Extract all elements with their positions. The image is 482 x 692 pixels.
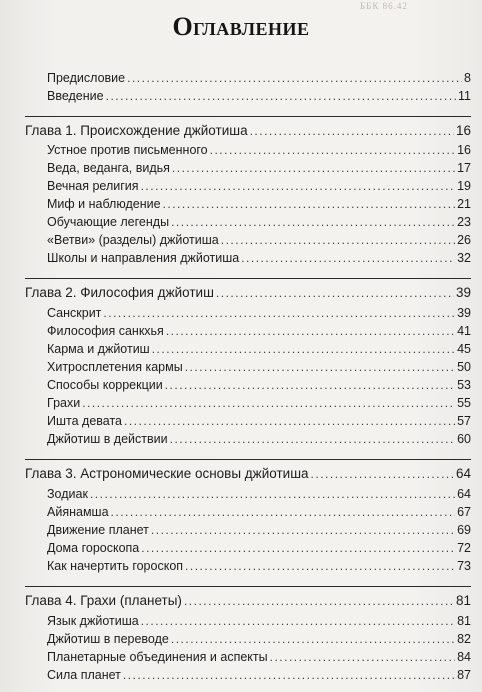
toc-entry[interactable] bbox=[47, 487, 471, 501]
toc-entry-title: Философия санкхья bbox=[47, 324, 164, 338]
dot-leader bbox=[141, 541, 455, 555]
toc-entry[interactable] bbox=[47, 161, 471, 175]
toc-entry-title: Сила планет bbox=[47, 668, 121, 682]
toc-entry-page: 45 bbox=[457, 342, 471, 356]
dot-leader bbox=[166, 324, 455, 338]
toc-entry-title: Школы и направления джйотиша bbox=[47, 251, 240, 265]
toc-entry-title: Зодиак bbox=[47, 487, 88, 501]
toc-entry-page: 16 bbox=[457, 143, 471, 157]
toc-entry[interactable] bbox=[47, 523, 471, 537]
toc-entry-page: 53 bbox=[457, 378, 471, 392]
section-divider bbox=[25, 459, 471, 460]
toc-entry-title: Карма и джйотиш bbox=[47, 342, 150, 356]
toc-entry-title: Санскрит bbox=[47, 306, 102, 320]
toc-chapter-page: 39 bbox=[455, 285, 471, 300]
toc-entry-title: Миф и наблюдение bbox=[47, 197, 161, 211]
dot-leader bbox=[210, 143, 455, 157]
dot-leader bbox=[171, 632, 455, 646]
toc-entry-page: 69 bbox=[457, 523, 471, 537]
toc-chapter-title: Глава 3. Астрономические основы джйотиша bbox=[25, 466, 309, 481]
toc-entry-title: Как начертить гороскоп bbox=[47, 559, 184, 573]
dot-leader bbox=[185, 360, 455, 374]
toc-entry-title: Обучающие легенды bbox=[47, 215, 170, 229]
toc-entry-page: 55 bbox=[457, 396, 471, 410]
header-mark: ББК 86.42 bbox=[360, 1, 408, 11]
dot-leader bbox=[151, 523, 455, 537]
toc-entry-page: 84 bbox=[457, 650, 471, 664]
dot-leader bbox=[165, 378, 455, 392]
toc-entry-title: Способы коррекции bbox=[47, 378, 163, 392]
toc-chapter-3[interactable] bbox=[25, 466, 471, 481]
dot-leader bbox=[241, 251, 455, 265]
toc-entry-page: 32 bbox=[457, 251, 471, 265]
toc-chapter-title: Глава 4. Грахи (планеты) bbox=[25, 593, 182, 608]
toc-entry[interactable] bbox=[47, 378, 471, 392]
toc-entry-page: 50 bbox=[457, 360, 471, 374]
toc-entry-title: Грахи bbox=[47, 396, 81, 410]
toc-entry[interactable] bbox=[47, 360, 471, 374]
page-title: Оглавление bbox=[172, 12, 310, 41]
toc-entry-title: Предисловие bbox=[47, 71, 126, 85]
toc-entry-page: 39 bbox=[457, 306, 471, 320]
toc-entry[interactable] bbox=[47, 233, 471, 247]
dot-leader bbox=[82, 396, 455, 410]
toc-entry-page: 81 bbox=[457, 614, 471, 628]
dot-leader bbox=[270, 650, 455, 664]
toc-entry-title: Дома гороскопа bbox=[47, 541, 140, 555]
toc-entry-preface[interactable] bbox=[47, 71, 471, 85]
toc-entry-page: 73 bbox=[457, 559, 471, 573]
toc-entry-page: 8 bbox=[464, 71, 471, 85]
toc-entry-page: 60 bbox=[457, 432, 471, 446]
toc-entry-page: 41 bbox=[457, 324, 471, 338]
toc-entry-title: Ишта девата bbox=[47, 414, 122, 428]
toc-entry-page: 19 bbox=[457, 179, 471, 193]
section-divider bbox=[25, 586, 471, 587]
toc-entry-page: 72 bbox=[457, 541, 471, 555]
toc-entry-title: Язык джйотиша bbox=[47, 614, 139, 628]
toc-entry[interactable] bbox=[47, 324, 471, 338]
toc-entry-title: Устное против письменного bbox=[47, 143, 208, 157]
toc-entry[interactable] bbox=[47, 414, 471, 428]
section-divider bbox=[25, 116, 471, 117]
toc-entry-page: 17 bbox=[457, 161, 471, 175]
toc-entry[interactable] bbox=[47, 396, 471, 410]
dot-leader bbox=[123, 668, 455, 682]
dot-leader bbox=[172, 161, 455, 175]
toc-entry[interactable] bbox=[47, 668, 471, 682]
toc-entry[interactable] bbox=[47, 251, 471, 265]
toc-entry-title: Планетарные объединения и аспекты bbox=[47, 650, 268, 664]
dot-leader bbox=[250, 124, 454, 138]
dot-leader bbox=[127, 71, 462, 85]
toc-entry-introduction[interactable] bbox=[47, 89, 471, 103]
dot-leader bbox=[90, 487, 455, 501]
toc-chapter-page: 16 bbox=[455, 123, 471, 138]
toc-entry-page: 64 bbox=[457, 487, 471, 501]
toc-entry[interactable] bbox=[47, 614, 471, 628]
dot-leader bbox=[221, 233, 455, 247]
toc-entry-title: Джйотиш в действии bbox=[47, 432, 168, 446]
dot-leader bbox=[163, 197, 456, 211]
dot-leader bbox=[141, 614, 455, 628]
toc-entry-title: «Ветви» (разделы) джйотиша bbox=[47, 233, 219, 247]
dot-leader bbox=[141, 179, 456, 193]
toc-entry-page: 21 bbox=[457, 197, 471, 211]
toc-entry-page: 57 bbox=[457, 414, 471, 428]
dot-leader bbox=[111, 505, 456, 519]
dot-leader bbox=[152, 342, 455, 356]
dot-leader bbox=[106, 89, 456, 103]
toc-entry-title: Хитросплетения кармы bbox=[47, 360, 183, 374]
toc-entry[interactable] bbox=[47, 505, 471, 519]
dot-leader bbox=[170, 432, 455, 446]
dot-leader bbox=[184, 594, 454, 608]
toc-entry-page: 82 bbox=[457, 632, 471, 646]
toc-entry[interactable] bbox=[47, 650, 471, 664]
dot-leader bbox=[185, 559, 455, 573]
toc-entry-title: Движение планет bbox=[47, 523, 149, 537]
toc-entry[interactable] bbox=[47, 541, 471, 555]
toc-entry-title: Айянамша bbox=[47, 505, 109, 519]
dot-leader bbox=[216, 286, 454, 300]
toc-entry[interactable] bbox=[47, 306, 471, 320]
toc-entry-page: 11 bbox=[458, 89, 471, 103]
toc-entry[interactable] bbox=[47, 197, 471, 211]
toc-entry-page: 26 bbox=[457, 233, 471, 247]
toc-entry-page: 23 bbox=[457, 215, 471, 229]
dot-leader bbox=[171, 215, 455, 229]
toc-entry[interactable] bbox=[47, 179, 471, 193]
toc-entry-title: Веда, веданга, видья bbox=[47, 161, 170, 175]
toc-chapter-page: 64 bbox=[455, 466, 471, 481]
toc-entry[interactable] bbox=[47, 342, 471, 356]
toc-chapter-title: Глава 2. Философия джйотиш bbox=[25, 285, 214, 300]
toc-entry[interactable] bbox=[47, 215, 471, 229]
toc-entry[interactable] bbox=[47, 559, 471, 573]
section-divider bbox=[25, 278, 471, 279]
toc-chapter-2[interactable] bbox=[25, 285, 471, 300]
toc-entry-page: 67 bbox=[457, 505, 471, 519]
toc-entry-page: 87 bbox=[457, 668, 471, 682]
toc-chapter-title: Глава 1. Происхождение джйотиша bbox=[25, 123, 248, 138]
dot-leader bbox=[103, 306, 455, 320]
toc-chapter-1[interactable] bbox=[25, 123, 471, 138]
toc-chapter-4[interactable] bbox=[25, 593, 471, 608]
toc-entry-title: Вечная религия bbox=[47, 179, 139, 193]
toc-entry[interactable] bbox=[47, 143, 471, 157]
toc-chapter-page: 81 bbox=[455, 593, 471, 608]
toc-entry-title: Введение bbox=[47, 89, 104, 103]
toc-entry[interactable] bbox=[47, 432, 471, 446]
dot-leader bbox=[124, 414, 455, 428]
dot-leader bbox=[311, 467, 454, 481]
toc-entry-title: Джйотиш в переводе bbox=[47, 632, 169, 646]
toc-entry[interactable] bbox=[47, 632, 471, 646]
